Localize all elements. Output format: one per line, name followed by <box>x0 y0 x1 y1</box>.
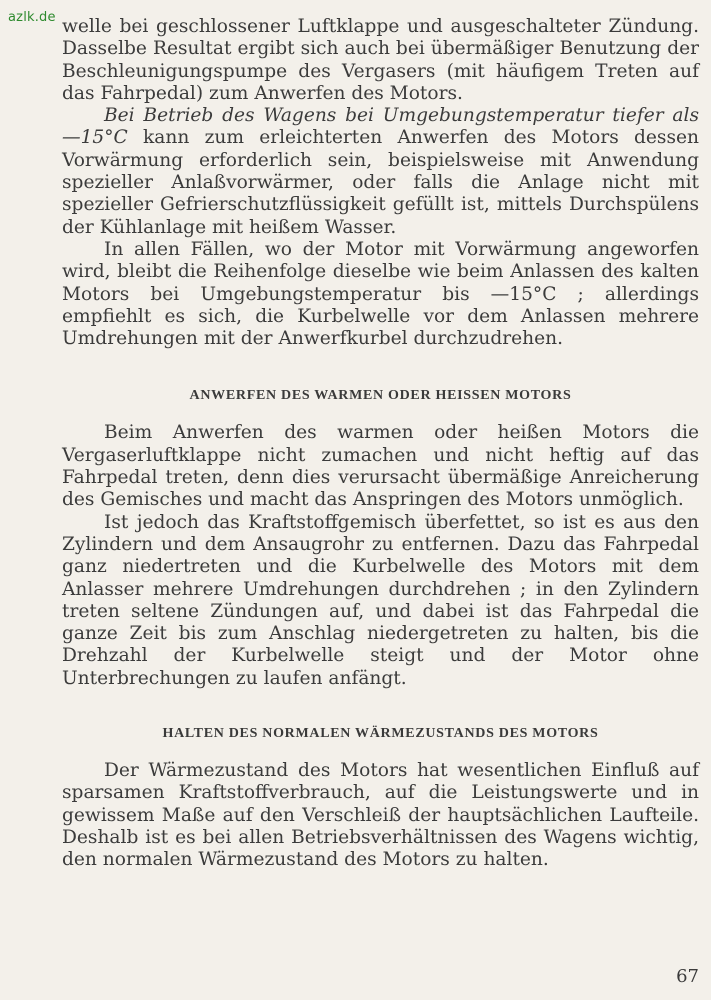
paragraph-preheating: In allen Fällen, wo der Motor mit Vorwärmung angeworfen wird, bleibt die Reihenfolge dieselbe wie beim Anlassen des kalten Motors bei Umgebungstemperatur bis —15°C ; allerdings empfiehlt es sich, die Kurbelwelle vor dem Anlassen mehrere Umdrehungen mit der Anwerfkurbel durchzudrehen. <box>62 238 699 350</box>
paragraph-warm-start-2: Ist jedoch das Kraftstoffgemisch überfettet, so ist es aus den Zylindern und dem Ansaugrohr zu entfernen. Dazu das Fahrpedal ganz niedertreten und die Kurbelwelle des Motors mit dem Anlasser mehrere Umdrehungen durchdrehen ; in den Zylindern treten seltene Zündungen auf, und dabei ist das Fahrpedal die ganze Zeit bis zum Anschlag niedergetreten zu halten, bis die Drehzahl der Kurbelwelle steigt und der Motor ohne Unterbrechungen zu laufen anfängt. <box>62 511 699 689</box>
paragraph-temperature-1: Der Wärmezustand des Motors hat wesentlichen Einfluß auf sparsamen Kraftstoffverbrauch, auf die Leistungswerte und in gewissem Maße auf den Verschleiß der hauptsächlichen Laufteile. Deshalb ist es bei allen Betriebsverhältnissen des Wagens wichtig, den normalen Wärmezustand des Motors zu halten. <box>62 760 699 871</box>
page-number: 67 <box>676 966 699 987</box>
paragraph-warm-start-1: Beim Anwerfen des warmen oder heißen Motors die Vergaserluftklappe nicht zumachen und nicht heftig auf das Fahrpedal treten, denn dies verursacht übermäßige Anreicherung des Gemisches und macht das Anspringen des Motors unmöglich. <box>62 422 699 511</box>
section-heading-warm-start: ANWERFEN DES WARMEN ODER HEISSEN MOTORS <box>189 388 572 404</box>
paragraph-continuation: welle bei geschlossener Luftklappe und ausgeschalteter Zündung. Dasselbe Resultat ergibt sich auch bei übermäßiger Benutzung der Beschleunigungspumpe des Vergasers (mit häufigem Treten auf das Fahrpedal) zum Anwerfen des Motors. <box>62 16 699 104</box>
paragraph-cold-weather-italic: Bei Betrieb des Wagens bei Umgebungstemperatur tiefer als —15°C <box>62 105 699 149</box>
paragraph-cold-weather <box>62 105 699 239</box>
section-heading-temperature: HALTEN DES NORMALEN WÄRMEZUSTANDS DES MOTORS <box>162 726 599 742</box>
site-watermark: azlk.de <box>8 10 56 25</box>
page-body <box>62 16 699 872</box>
paragraph-cold-weather-text: kann zum erleichterten Anwerfen des Motors dessen Vorwärmung erforderlich sein, beispielsweise mit Anwendung spezieller Anlaßvorwärmer, oder falls die Anlage nicht mit spezieller Gefrierschutzflüssigkeit gefüllt ist, mittels Durchspülens der Kühlanlage mit heißem Wasser. <box>62 127 699 238</box>
